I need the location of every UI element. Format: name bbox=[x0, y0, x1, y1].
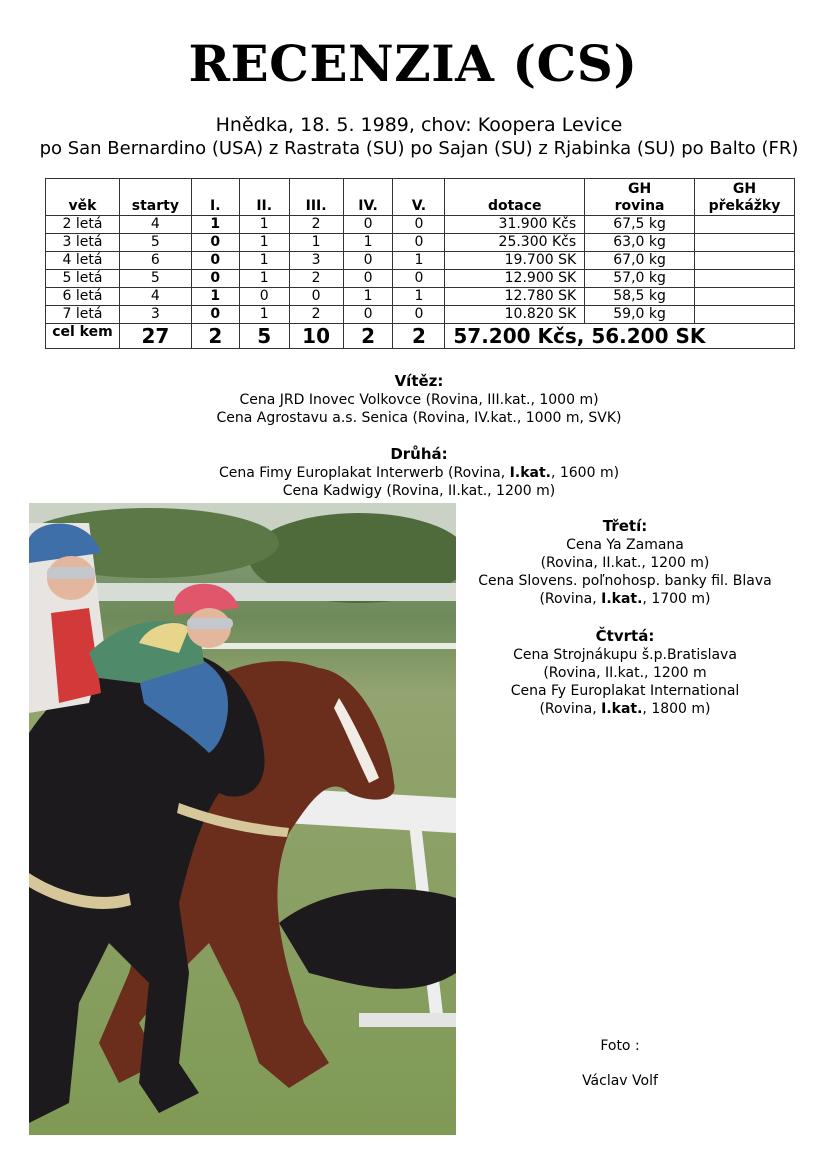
cell-age: 6 letá bbox=[46, 288, 120, 306]
cell-starts: 4 bbox=[119, 288, 191, 306]
cell-fourth: 1 bbox=[343, 288, 393, 306]
cell-fourth: 1 bbox=[343, 234, 393, 252]
cell-fourth: 0 bbox=[343, 252, 393, 270]
table-row bbox=[46, 234, 795, 252]
header-prize: dotace bbox=[445, 179, 585, 216]
cell-third: 3 bbox=[289, 252, 343, 270]
header-fifth: V. bbox=[393, 179, 445, 216]
cell-gh-hurdles bbox=[695, 252, 795, 270]
second-race-1-text: Cena Fimy Europlakat Interwerb (Rovina, bbox=[218, 465, 510, 481]
header-gh-hurdles bbox=[695, 179, 795, 216]
cell-fifth: 0 bbox=[393, 306, 445, 324]
second-race-2: Cena Kadwigy (Rovina, II.kat., 1200 m) bbox=[282, 483, 556, 499]
cell-gh-flat: 63,0 kg bbox=[585, 234, 695, 252]
cell-age: 4 letá bbox=[46, 252, 120, 270]
second-race-1 bbox=[0, 464, 826, 482]
cell-age: 7 letá bbox=[46, 306, 120, 324]
cell-second: 1 bbox=[239, 216, 289, 234]
cell-gh-flat: 57,0 kg bbox=[585, 270, 695, 288]
third-race-2-details bbox=[460, 590, 790, 608]
race-photo bbox=[29, 503, 456, 1135]
second-race-1-category: I.kat. bbox=[509, 465, 551, 481]
second-heading: Drůhá: bbox=[390, 445, 448, 463]
cell-prize: 19.700 SK bbox=[445, 252, 585, 270]
cell-third: 2 bbox=[289, 270, 343, 288]
cell-second: 1 bbox=[239, 252, 289, 270]
cell-prize: 10.820 SK bbox=[445, 306, 585, 324]
cell-third: 2 bbox=[289, 216, 343, 234]
second-section bbox=[0, 444, 826, 500]
total-fifth: 2 bbox=[393, 324, 445, 349]
fourth-race-1-details: (Rovina, II.kat., 1200 m bbox=[543, 665, 707, 681]
cell-age: 5 letá bbox=[46, 270, 120, 288]
cell-fifth: 0 bbox=[393, 216, 445, 234]
winner-race-1: Cena JRD Inovec Volkovce (Rovina, III.kat., 1000 m) bbox=[239, 392, 599, 408]
cell-gh-hurdles bbox=[695, 234, 795, 252]
cell-gh-flat: 67,0 kg bbox=[585, 252, 695, 270]
cell-fourth: 0 bbox=[343, 270, 393, 288]
cell-age: 2 letá bbox=[46, 216, 120, 234]
table-row bbox=[46, 216, 795, 234]
cell-prize: 31.900 Kčs bbox=[445, 216, 585, 234]
cell-first: 0 bbox=[191, 270, 239, 288]
third-race-2-text: (Rovina, bbox=[539, 591, 602, 607]
pedigree: po San Bernardino (USA) z Rastrata (SU) po Sajan (SU) z Rjabinka (SU) po Balto (FR) bbox=[39, 138, 799, 159]
cell-starts: 5 bbox=[119, 234, 191, 252]
header-second: II. bbox=[239, 179, 289, 216]
header-gh-flat-line2: rovina bbox=[614, 198, 665, 214]
second-race-1-rest: , 1600 m) bbox=[550, 465, 620, 481]
cell-gh-hurdles bbox=[695, 216, 795, 234]
cell-age: 3 letá bbox=[46, 234, 120, 252]
total-starts: 27 bbox=[119, 324, 191, 349]
third-race-2-rest: , 1700 m) bbox=[642, 591, 711, 607]
third-race-2-name: Cena Slovens. poľnohosp. banky fil. Blava bbox=[478, 573, 772, 589]
cell-fifth: 0 bbox=[393, 234, 445, 252]
cell-first: 1 bbox=[191, 288, 239, 306]
race-statistics-table bbox=[45, 178, 795, 349]
fourth-race-2-category: I.kat. bbox=[601, 701, 643, 717]
cell-second: 1 bbox=[239, 270, 289, 288]
cell-third: 2 bbox=[289, 306, 343, 324]
header-third: III. bbox=[289, 179, 343, 216]
cell-first: 0 bbox=[191, 306, 239, 324]
total-third: 10 bbox=[289, 324, 343, 349]
header-starts: starty bbox=[119, 179, 191, 216]
cell-fifth: 1 bbox=[393, 288, 445, 306]
table-row bbox=[46, 288, 795, 306]
total-prize: 57.200 Kčs, 56.200 SK bbox=[445, 324, 795, 349]
third-race-2-category: I.kat. bbox=[601, 591, 643, 607]
fourth-race-2-text: (Rovina, bbox=[539, 701, 602, 717]
header-gh-flat bbox=[585, 179, 695, 216]
cell-prize: 12.900 SK bbox=[445, 270, 585, 288]
race-photo-illustration bbox=[29, 503, 456, 1135]
table-row bbox=[46, 306, 795, 324]
cell-starts: 3 bbox=[119, 306, 191, 324]
fourth-race-2-rest: , 1800 m) bbox=[642, 701, 711, 717]
winner-race-2: Cena Agrostavu a.s. Senica (Rovina, IV.kat., 1000 m, SVK) bbox=[216, 410, 622, 426]
cell-third: 0 bbox=[289, 288, 343, 306]
cell-gh-hurdles bbox=[695, 306, 795, 324]
cell-gh-flat: 59,0 kg bbox=[585, 306, 695, 324]
total-fourth: 2 bbox=[343, 324, 393, 349]
table-row bbox=[46, 270, 795, 288]
total-second: 5 bbox=[239, 324, 289, 349]
header-age: věk bbox=[46, 179, 120, 216]
placings-section bbox=[460, 516, 790, 718]
fourth-race-2-details bbox=[460, 700, 790, 718]
cell-second: 0 bbox=[239, 288, 289, 306]
header-fourth: IV. bbox=[343, 179, 393, 216]
table-row bbox=[46, 252, 795, 270]
cell-first: 0 bbox=[191, 252, 239, 270]
header-first: I. bbox=[191, 179, 239, 216]
cell-first: 1 bbox=[191, 216, 239, 234]
cell-first: 0 bbox=[191, 234, 239, 252]
fourth-race-1-name: Cena Strojnákupu š.p.Bratislava bbox=[513, 647, 737, 663]
cell-prize: 25.300 Kčs bbox=[445, 234, 585, 252]
total-first: 2 bbox=[191, 324, 239, 349]
cell-gh-hurdles bbox=[695, 288, 795, 306]
cell-starts: 6 bbox=[119, 252, 191, 270]
page-title: RECENZIA (CS) bbox=[188, 34, 638, 93]
header-gh-flat-line1: GH bbox=[627, 181, 652, 197]
fourth-heading: Čtvrtá: bbox=[595, 627, 655, 645]
fourth-race-2-name: Cena Fy Europlakat International bbox=[510, 683, 740, 699]
header-gh-hurdles-line1: GH bbox=[732, 181, 757, 197]
total-label: cel kem bbox=[46, 324, 120, 349]
photo-credit-label: Foto : bbox=[600, 1038, 640, 1054]
winner-section bbox=[0, 371, 826, 427]
cell-prize: 12.780 SK bbox=[445, 288, 585, 306]
cell-third: 1 bbox=[289, 234, 343, 252]
photo-credit-author: Václav Volf bbox=[582, 1073, 658, 1089]
cell-second: 1 bbox=[239, 306, 289, 324]
cell-starts: 5 bbox=[119, 270, 191, 288]
cell-gh-flat: 67,5 kg bbox=[585, 216, 695, 234]
winner-heading: Vítěz: bbox=[394, 372, 444, 390]
cell-fifth: 1 bbox=[393, 252, 445, 270]
cell-fourth: 0 bbox=[343, 306, 393, 324]
header-gh-hurdles-line2: překážky bbox=[708, 198, 781, 214]
cell-second: 1 bbox=[239, 234, 289, 252]
horse-info: Hnědka, 18. 5. 1989, chov: Koopera Levice bbox=[215, 114, 623, 136]
third-heading: Třetí: bbox=[602, 517, 648, 535]
table-total-row bbox=[46, 324, 795, 349]
table-header-row bbox=[46, 179, 795, 216]
cell-gh-flat: 58,5 kg bbox=[585, 288, 695, 306]
cell-fifth: 0 bbox=[393, 270, 445, 288]
third-race-1-name: Cena Ya Zamana bbox=[566, 537, 684, 553]
third-race-1-details: (Rovina, II.kat., 1200 m) bbox=[540, 555, 710, 571]
cell-fourth: 0 bbox=[343, 216, 393, 234]
cell-gh-hurdles bbox=[695, 270, 795, 288]
cell-starts: 4 bbox=[119, 216, 191, 234]
